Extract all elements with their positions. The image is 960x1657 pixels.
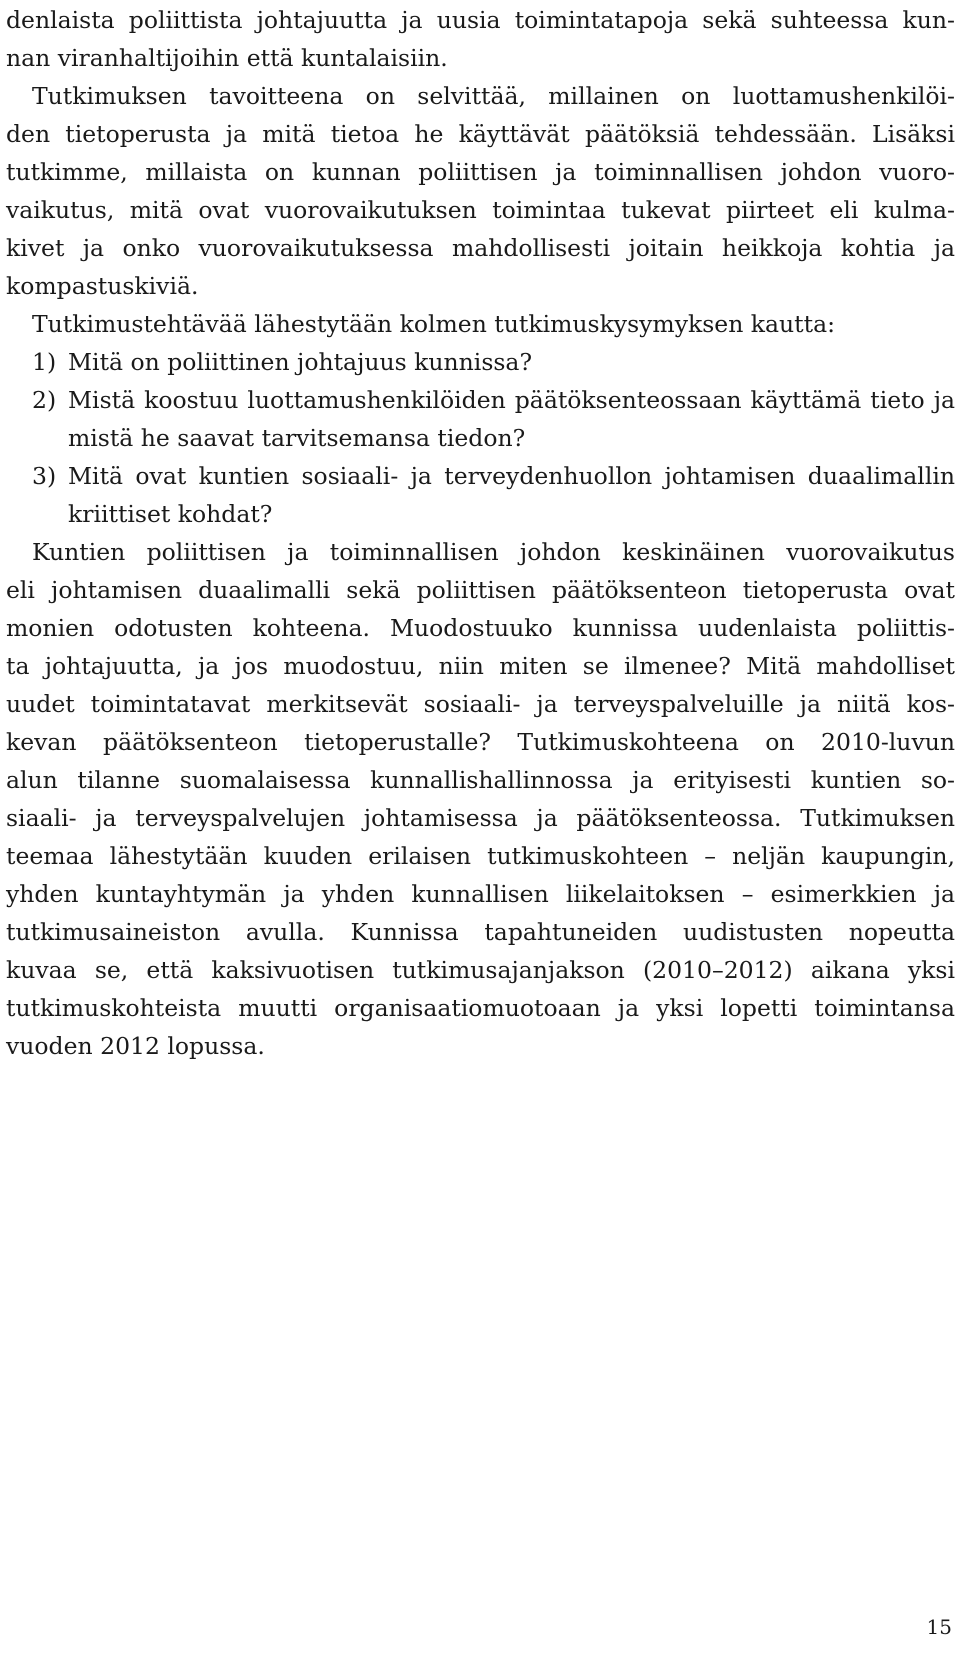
text-line: uudet toimintatavat merkitsevät sosiaali- ja terveyspalveluille ja niitä kos- xyxy=(6,690,955,718)
text-line: tutkimusaineiston avulla. Kunnissa tapahtuneiden uudistusten nopeutta xyxy=(6,918,955,946)
text-line: vaikutus, mitä ovat vuorovaikutuksen toimintaa tukevat piirteet eli kulma- xyxy=(6,196,955,224)
text-line: kuvaa se, että kaksivuotisen tutkimusajanjakson (2010–2012) aikana yksi xyxy=(6,956,955,984)
text-line: alun tilanne suomalaisessa kunnallishallinnossa ja erityisesti kuntien so- xyxy=(6,766,955,794)
list-item-text: Mistä koostuu luottamushenkilöiden päätöksenteossaan käyttämä tieto ja xyxy=(68,386,955,414)
text-line: siaali- ja terveyspalvelujen johtamisessa ja päätöksenteossa. Tutkimuksen xyxy=(6,804,955,832)
list-item-text: Mitä on poliittinen johtajuus kunnissa? xyxy=(68,348,533,376)
paragraph-2 xyxy=(6,74,955,308)
text-line: monien odotusten kohteena. Muodostuuko kunnissa uudenlaista poliittis- xyxy=(6,614,955,642)
text-line: yhden kuntayhtymän ja yhden kunnallisen liikelaitoksen – esimerkkien ja xyxy=(6,880,955,908)
text-line: teemaa lähestytään kuuden erilaisen tutkimuskohteen – neljän kaupungin, xyxy=(6,842,955,870)
list-item xyxy=(6,378,955,460)
document-page xyxy=(6,0,955,1068)
paragraph-1 xyxy=(6,0,955,80)
list-item-number: 1) xyxy=(32,348,57,376)
paragraph-4 xyxy=(6,530,955,1068)
text-line: denlaista poliittista johtajuutta ja uusia toimintatapoja sekä suhteessa kun- xyxy=(6,6,955,34)
page-number: 15 xyxy=(926,1615,952,1639)
list-item-text: mistä he saavat tarvitsemansa tiedon? xyxy=(68,424,526,452)
text-line: den tietoperusta ja mitä tietoa he käyttävät päätöksiä tehdessään. Lisäksi xyxy=(6,120,955,148)
list-item-number: 3) xyxy=(32,462,57,490)
text-line: kompastuskiviä. xyxy=(6,272,199,300)
research-questions-list xyxy=(6,340,955,536)
text-line: nan viranhaltijoihin että kuntalaisiin. xyxy=(6,44,448,72)
text-line: Kuntien poliittisen ja toiminnallisen johdon keskinäinen vuorovaikutus xyxy=(32,538,955,566)
text-line: kevan päätöksenteon tietoperustalle? Tutkimuskohteena on 2010-luvun xyxy=(6,728,955,756)
list-item-text: Mitä ovat kuntien sosiaali- ja terveydenhuollon johtamisen duaalimallin xyxy=(68,462,955,490)
text-line: kivet ja onko vuorovaikutuksessa mahdollisesti joitain heikkoja kohtia ja xyxy=(6,234,955,262)
text-line: Tutkimuksen tavoitteena on selvittää, millainen on luottamushenkilöi- xyxy=(32,82,955,110)
text-line: Tutkimustehtävää lähestytään kolmen tutkimuskysymyksen kautta: xyxy=(32,310,835,338)
list-item xyxy=(6,454,955,536)
text-line: tutkimme, millaista on kunnan poliittisen ja toiminnallisen johdon vuoro- xyxy=(6,158,955,186)
list-item-text: kriittiset kohdat? xyxy=(68,500,273,528)
text-line: tutkimuskohteista muutti organisaatiomuotoaan ja yksi lopetti toimintansa xyxy=(6,994,955,1022)
text-line: vuoden 2012 lopussa. xyxy=(6,1032,265,1060)
list-item-number: 2) xyxy=(32,386,57,414)
text-line: ta johtajuutta, ja jos muodostuu, niin miten se ilmenee? Mitä mahdolliset xyxy=(6,652,955,680)
text-line: eli johtamisen duaalimalli sekä poliittisen päätöksenteon tietoperusta ovat xyxy=(6,576,955,604)
